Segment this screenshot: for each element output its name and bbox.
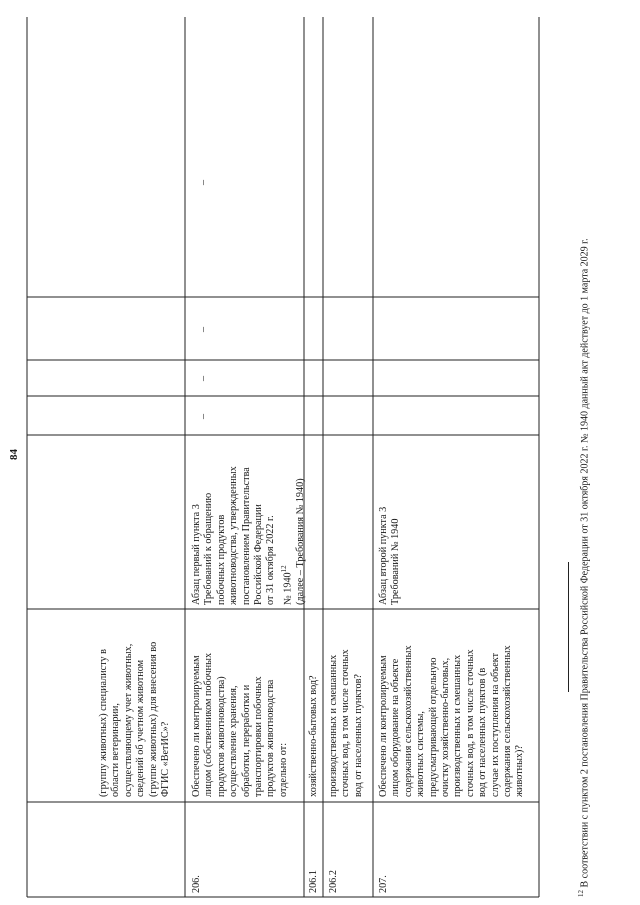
row-1-reference — [191, 437, 307, 605]
row-0-question: (группу животных) специалисту в области ветеринарии, осуществляющему учет животных, сведений об учетном животном (группе животных) для внесения во ФГИС «ВетИС»? — [98, 641, 172, 797]
row-1-reference-text: Абзац первый пункта 3 Требований к обращению побочных продуктов животноводства, утвержденных постановлением Правительства Российской Федерации от 31 октября 2022 г. № 1940 — [191, 466, 294, 605]
row-1-dash-col3: – — [198, 414, 209, 419]
row-4-question: Обеспечено ли контролируемым лицом оборудование на объекте содержания сельскохозяйственных животных системы, предусматривающей отдельную очистку хозяйственно-бытовых, производственных и смешанных сточных вод, в том числе сточных вод от населенных пунктов (в случае их поступления на объект содержания сельскохозяйственных животных)? — [378, 645, 526, 797]
row-3-number: 206.2 — [328, 870, 339, 893]
row-4-reference: Абзац второй пункта 3 Требований № 1940 — [378, 506, 402, 605]
row-1-question: Обеспечено ли контролируемым лицом (собственником побочных продуктов животноводства) осуществление хранения, обработки, переработки и транспортировки побочных продуктов животноводства отдельно от: — [191, 652, 289, 797]
row-1-dash-col5: – — [198, 327, 209, 332]
footnote-number: 12 — [577, 890, 585, 897]
row-2-number: 206.1 — [308, 870, 319, 893]
footnote-separator — [568, 562, 569, 692]
footnote — [575, 17, 591, 897]
footnote-text: В соответствии с пунктом 2 постановления Правительства Российской Федерации от 31 октября 2022 г. № 1940 данный акт действует до 1 марта 2029 г. — [579, 238, 591, 890]
row-3-question: производственных и смешанных сточных вод, в том числе сточных вод от населенных пунктов? — [328, 649, 364, 797]
row-1-dash-col4: – — [198, 376, 209, 381]
page-number: 84 — [8, 449, 20, 460]
row-1-number: 206. — [191, 875, 202, 893]
row-4-number: 207. — [378, 875, 389, 893]
row-1-reference-tail: (далее – Требования № 1940) — [294, 478, 306, 605]
row-2-question: хозяйственно-бытовых вод? — [308, 675, 319, 797]
row-1-dash-col6: – — [198, 180, 209, 185]
footnote-marker: 12 — [279, 565, 288, 573]
